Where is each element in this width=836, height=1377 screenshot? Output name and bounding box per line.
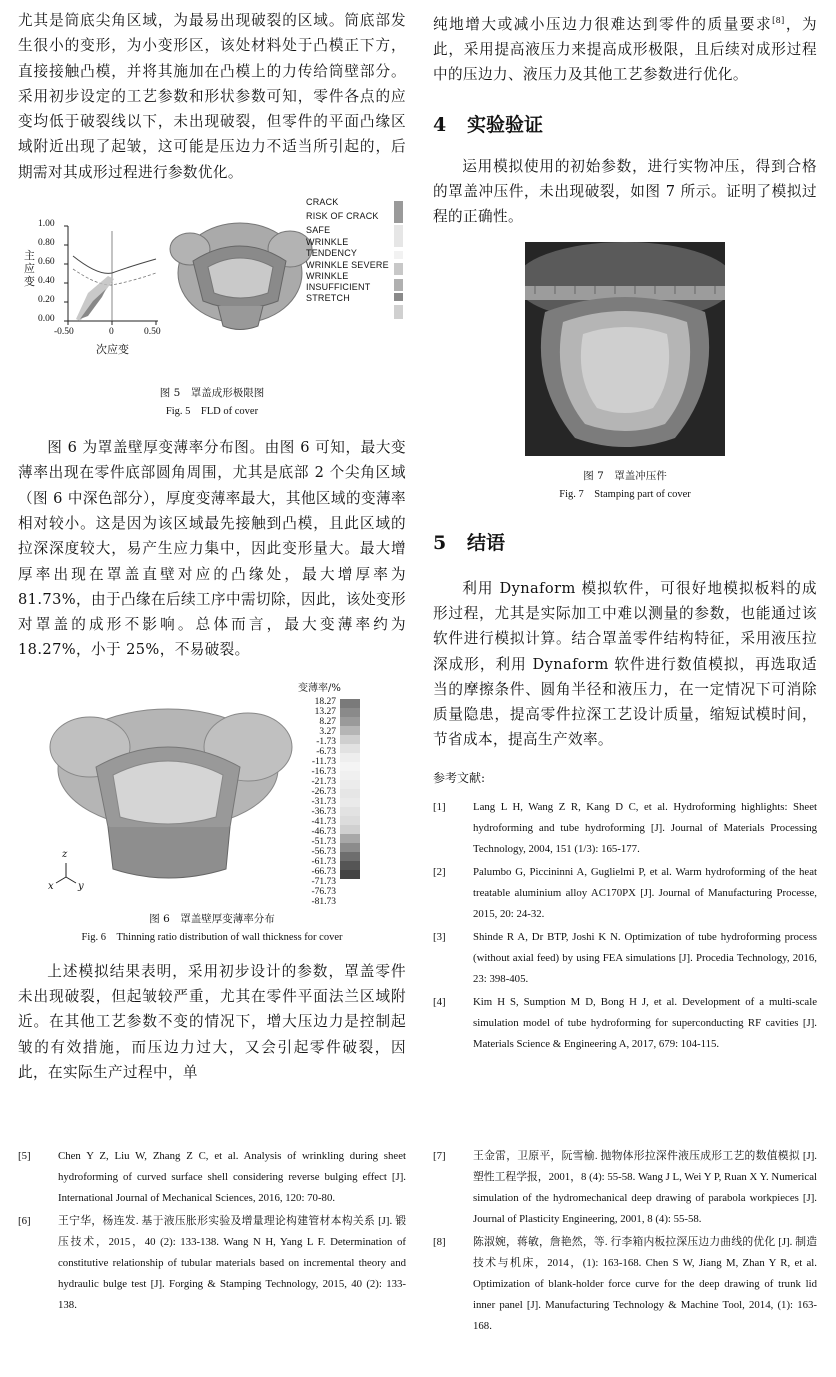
reference-number: [8]	[433, 1236, 446, 1248]
right-paragraph-1	[433, 8, 817, 88]
fld-y-axis-label: 主应变	[24, 249, 35, 289]
thinning-value: -26.73	[311, 786, 336, 797]
reference-item	[18, 1146, 406, 1209]
thinning-color-bar	[340, 699, 360, 879]
thinning-value: -76.73	[311, 886, 336, 897]
bottom-references-right	[433, 1146, 817, 1337]
right-paragraph-2: 运用模拟使用的初始参数，进行实物冲压，得到合格的罩盖冲压件，未出现破裂，如图 7 所示。证明了模拟过程的正确性。	[433, 157, 817, 226]
figure-5	[18, 197, 406, 381]
fld-xtick-0: -0.50	[54, 327, 74, 338]
fld-ytick-4: 0.20	[38, 295, 55, 306]
figure-7-photo	[525, 242, 725, 456]
fld-x-axis-label: 次应变	[96, 343, 129, 357]
right-paragraph-3: 利用 Dynaform 模拟软件，可很好地模拟板料的成形过程，尤其是实际加工中难以测量的参数，也能通过该软件进行模拟计算。结合罩盖零件结构特征，采用液压拉深成形，利用 Dynaform 软件进行数值模拟，再选取适当的摩擦条件、圆角半径和液压力，在一定情况下可消除质量隐患，提高零件拉深工艺设计质量，缩短试模时间，节省成本，提高生产效率。	[433, 579, 817, 749]
right-paragraph-1-text-cont: ，为此，采用提高液压力来提高成形极限，且后续对成形过程中的压边力、液压力及其他工艺参数进行优化。	[433, 15, 817, 84]
reference-item	[18, 1211, 406, 1316]
fld-xtick-1: 0	[109, 327, 114, 338]
thinning-value: -61.73	[311, 856, 336, 867]
section-5-heading	[433, 526, 817, 560]
reference-item	[433, 1146, 817, 1230]
reference-number: [4]	[433, 995, 446, 1008]
reference-number: [7]	[433, 1150, 446, 1162]
figure-6	[18, 677, 406, 909]
thinning-value: -51.73	[311, 836, 336, 847]
thinning-value: -6.73	[316, 746, 336, 757]
reference-text: Lang L H, Wang Z R, Kang D C, et al. Hydroforming highlights: Sheet hydroforming and tube hydroforming [J]. Journal of Materials Processing Technology, 2004, 151 (1/3): 165-177.	[473, 800, 817, 855]
right-column	[433, 8, 817, 1055]
left-paragraph-3: 上述模拟结果表明，采用初步设计的参数，罩盖零件未出现破裂，但起皱较严重，尤其在零件平面法兰区域附近。在其他工艺参数不变的情况下，增大压边力是控制起皱的有效措施，而压边力过大，又会引起零件破裂，因此，在实际生产过程中，单	[18, 962, 406, 1081]
left-paragraph-1: 尤其是筒底尖角区域，为最易出现破裂的区域。筒底部发生很小的变形，为小变形区，该处材料处于凸模正下方，直接接触凸模，并将其施加在凸模上的力传给筒壁部分。采用初步设定的工艺参数和形状参数可知，零件各点的应变均低于破裂线以下，未出现破裂，但零件的平面凸缘区域附近出现了起皱，这可能是压边力不适当所引起的，后期需对其成形过程进行参数优化。	[18, 12, 406, 181]
thinning-value: -11.73	[311, 756, 336, 767]
reference-text: Shinde R A, Dr BTP, Joshi K N. Optimization of tube hydroforming process (without axial feed) by using FEA simulations [J]. Procedia Technology, 2016, 23: 398-405.	[473, 930, 817, 985]
thinning-value: -71.73	[311, 876, 336, 887]
thinning-value: -81.73	[311, 896, 336, 907]
section-4-heading	[433, 108, 817, 142]
reference-item	[433, 1232, 817, 1337]
thinning-value: 18.27	[314, 696, 336, 707]
reference-number: [2]	[433, 865, 446, 878]
figure-5-caption-en: Fig. 5 FLD of cover	[165, 406, 259, 418]
legend-insufficient-stretch: INSUFFICIENT STRETCH	[306, 282, 371, 304]
legend-wrinkle-severe: WRINKLE SEVERE	[306, 260, 389, 271]
reference-number: [5]	[18, 1150, 31, 1162]
figure-6-caption-en: Fig. 6 Thinning ratio distribution of wall thickness for cover	[81, 931, 343, 943]
thinning-contour-diagram	[18, 677, 406, 909]
figure-7-caption-cn: 图 7 罩盖冲压件	[583, 469, 667, 482]
thinning-legend-values	[288, 697, 336, 907]
thinning-value: -66.73	[311, 866, 336, 877]
section-5-number: 5	[433, 531, 447, 554]
reference-text: Chen Y Z, Liu W, Zhang Z C, et al. Analysis of wrinkling during sheet hydroforming of curved surface shell considering reverse bulging effect [J]. International Journal of Mechanical Sciences, 2016, 120: 70-80.	[58, 1150, 406, 1204]
thinning-value: -31.73	[311, 796, 336, 807]
references-list	[433, 797, 817, 1055]
thinning-legend-title: 变薄率/%	[298, 682, 341, 694]
figure-6-caption-cn: 图 6 罩盖壁厚变薄率分布	[149, 912, 275, 925]
thinning-value: -36.73	[311, 806, 336, 817]
reference-item	[433, 927, 817, 990]
thinning-value: -46.73	[311, 826, 336, 837]
fld-ytick-1: 0.80	[38, 238, 55, 249]
figure-5-caption-cn: 图 5 罩盖成形极限图	[159, 387, 265, 400]
reference-number: [6]	[18, 1215, 31, 1227]
legend-wrinkle-tendency: WRINKLE TENDENCY	[306, 237, 358, 259]
legend-wrinkle: WRINKLE	[306, 271, 349, 282]
reference-text: Kim H S, Sumption M D, Bong H J, et al. Development of a multi-scale simulation model of tube hydroforming for superconducting RF cavities [J]. Materials Science & Engineering A, 2017, 679: 104-115.	[473, 995, 817, 1050]
reference-text: Palumbo G, Piccininni A, Guglielmi P, et al. Warm hydroforming of the heat treatable aluminium alloy AC170PX [J]. Journal of Manufacturing Processe, 2015, 20: 24-32.	[473, 865, 817, 920]
thinning-value: -1.73	[316, 736, 336, 747]
reference-item	[433, 862, 817, 925]
stamping-part-photo	[525, 242, 725, 456]
reference-text: 王金雷，卫原平，阮雪榆. 抛物体形拉深件液压成形工艺的数值模拟 [J]. 塑性工程学报，2001，8 (4): 55-58. Wang J L, Wei Y P, Ruan X Y. Numerical simulation of the hydromechanical deep drawing of parabola workpieces [J]. Journal of Plasticity Engineering, 2001, 8 (4): 55-58.	[473, 1150, 817, 1225]
axis-y-label: y	[78, 880, 84, 892]
citation-8: [8]	[772, 16, 785, 25]
fld-ytick-5: 0.00	[38, 314, 55, 325]
section-5-title: 结语	[467, 531, 506, 554]
thinning-value: 3.27	[319, 726, 336, 737]
section-4-number: 4	[433, 113, 447, 136]
thinning-value: -21.73	[311, 776, 336, 787]
thinning-value: 8.27	[319, 716, 336, 727]
legend-risk-of-crack: RISK OF CRACK	[306, 211, 379, 222]
reference-text: 王宁华，杨连发. 基于液压胀形实验及增量理论构建管材本构关系 [J]. 锻压技术，2015，40 (2): 133-138. Wang N H, Yang L F. Determination of constitutive relationship of tubular materials based on incremental theory and hydraulic bulge test [J]. Forging & Stamping Technology, 2015, 40 (2): 133-138.	[58, 1215, 406, 1311]
thinning-value: 13.27	[314, 706, 336, 717]
fld-ytick-0: 1.00	[38, 219, 55, 230]
reference-item	[433, 797, 817, 860]
reference-text: 陈淑婉，蒋敏，詹艳然，等. 行李箱内板拉深压边力曲线的优化 [J]. 制造技术与机床，2014，(1): 163-168. Chen S W, Jiang M, Zhan Y R, et al. Optimization of blank-holder force curve for the deep drawing of trunk lid inner panel [J]. Manufacturing Technology & Machine Tool, 2014, (1): 163-168.	[473, 1236, 817, 1332]
fld-xtick-2: 0.50	[144, 327, 161, 338]
fld-ytick-3: 0.40	[38, 276, 55, 287]
left-paragraph-2: 图 6 为罩盖壁厚变薄率分布图。由图 6 可知，最大变薄率出现在零件底部圆角周围，尤其是底部 2 个尖角区域（图 6 中深色部分），厚度变薄率最大，其他区域的变薄率相对较小。这是因为该区域最先接触到凸模，且此区域的拉深深度较大，易产生应力集中，因此变形量大。最大增厚率出现在罩盖直壁对应的凸缘处，最大增厚率为 81.73%，由于凸缘在后续工序中需切除，因此，该处变形对罩盖的成形不影响。总体而言，最大变薄率约为 18.27%，小于 25%，不易破裂。	[18, 439, 406, 659]
references-heading: 参考文献:	[433, 770, 486, 785]
figure-7-caption-en: Fig. 7 Stamping part of cover	[559, 488, 691, 500]
fld-legend	[306, 197, 390, 304]
reference-number: [3]	[433, 930, 446, 943]
bottom-references-left	[18, 1146, 406, 1316]
axis-x-label: x	[48, 880, 54, 892]
left-column	[18, 8, 406, 1085]
axis-z-label: z	[62, 848, 68, 860]
reference-item	[433, 992, 817, 1055]
fld-ytick-2: 0.60	[38, 257, 55, 268]
legend-crack: CRACK	[306, 197, 339, 208]
section-4-title: 实验验证	[467, 113, 544, 136]
thinning-value: -16.73	[311, 766, 336, 777]
legend-safe: SAFE	[306, 225, 331, 236]
thinning-value: -56.73	[311, 846, 336, 857]
thinning-value: -41.73	[311, 816, 336, 827]
right-paragraph-1-text: 纯地增大或减小压边力很难达到零件的质量要求	[433, 15, 773, 33]
reference-number: [1]	[433, 800, 446, 813]
